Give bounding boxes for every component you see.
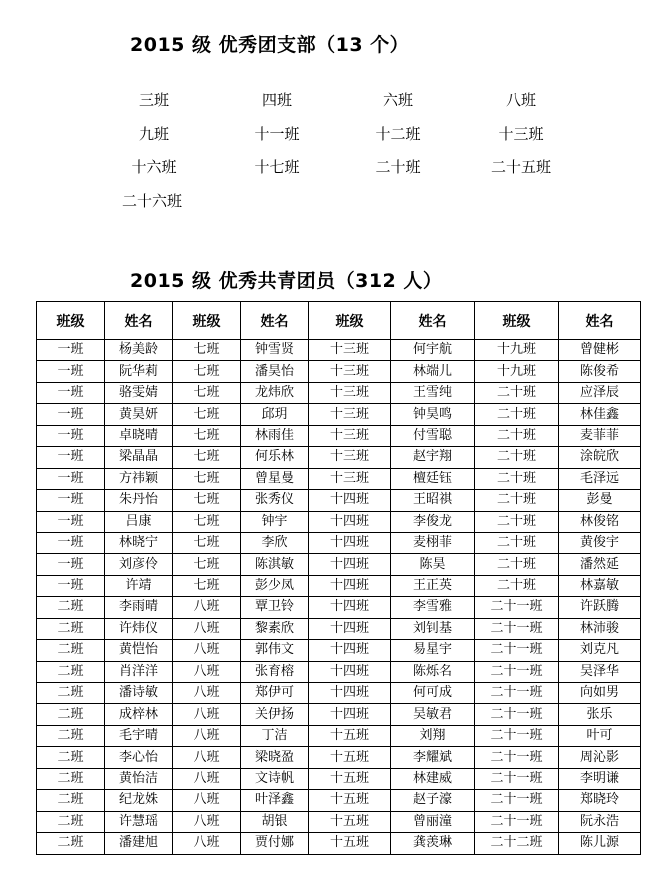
name-cell: 潘然延 <box>559 554 641 575</box>
name-cell: 郭伟文 <box>241 640 309 661</box>
members-table <box>36 301 641 855</box>
header-name: 姓名 <box>559 302 641 340</box>
table-row <box>37 404 641 425</box>
table-row <box>37 382 641 403</box>
name-cell: 刘彦伶 <box>105 554 173 575</box>
name-cell: 刘克凡 <box>559 640 641 661</box>
name-cell: 许慧瑶 <box>105 811 173 832</box>
class-cell: 二十一班 <box>475 790 559 811</box>
name-cell: 丁洁 <box>241 725 309 746</box>
name-cell: 吕康 <box>105 511 173 532</box>
class-cell: 二班 <box>37 790 105 811</box>
class-cell: 二十一班 <box>475 683 559 704</box>
name-cell: 李耀斌 <box>391 747 475 768</box>
class-cell: 二十班 <box>475 447 559 468</box>
class-cell: 十四班 <box>309 575 391 596</box>
table-row <box>37 597 641 618</box>
class-cell: 十四班 <box>309 490 391 511</box>
name-cell: 梁晓盈 <box>241 747 309 768</box>
class-cell: 十三班 <box>309 361 391 382</box>
name-cell: 何乐林 <box>241 447 309 468</box>
table-row <box>37 425 641 446</box>
name-cell: 李雨晴 <box>105 597 173 618</box>
name-cell: 阮华莉 <box>105 361 173 382</box>
name-cell: 向如男 <box>559 683 641 704</box>
header-class: 班级 <box>475 302 559 340</box>
class-cell: 一班 <box>37 575 105 596</box>
class-cell: 二班 <box>37 618 105 639</box>
name-cell: 王昭祺 <box>391 490 475 511</box>
class-cell: 一班 <box>37 490 105 511</box>
class-cell: 八班 <box>173 704 241 725</box>
class-cell: 十四班 <box>309 640 391 661</box>
class-cell: 一班 <box>37 361 105 382</box>
class-cell: 二班 <box>37 683 105 704</box>
class-cell: 八班 <box>173 725 241 746</box>
name-cell: 关伊扬 <box>241 704 309 725</box>
table-row <box>37 661 641 682</box>
branch-item: 八班 <box>505 91 536 109</box>
name-cell: 王正英 <box>391 575 475 596</box>
branch-item: 二十六班 <box>121 191 182 210</box>
class-cell: 十三班 <box>309 340 391 361</box>
name-cell: 付雪聪 <box>391 425 475 446</box>
class-cell: 二班 <box>37 725 105 746</box>
class-cell: 一班 <box>37 511 105 532</box>
name-cell: 邱玥 <box>241 404 309 425</box>
name-cell: 林雨佳 <box>241 425 309 446</box>
name-cell: 何可成 <box>391 683 475 704</box>
name-cell: 檀廷钰 <box>391 468 475 489</box>
name-cell: 潘诗敏 <box>105 683 173 704</box>
class-cell: 二十班 <box>475 532 559 553</box>
table-row <box>37 340 641 361</box>
name-cell: 阮永浩 <box>559 811 641 832</box>
branch-item: 三班 <box>138 91 169 109</box>
class-cell: 八班 <box>173 683 241 704</box>
name-cell: 何宇航 <box>391 340 475 361</box>
branch-item: 九班 <box>138 124 169 143</box>
class-cell: 十五班 <box>309 725 391 746</box>
class-cell: 十五班 <box>309 811 391 832</box>
name-cell: 林俊铭 <box>559 511 641 532</box>
members-title: 2015 级 优秀共青团员（312 人） <box>130 270 443 292</box>
name-cell: 杨美龄 <box>105 340 173 361</box>
class-cell: 十四班 <box>309 704 391 725</box>
table-row <box>37 790 641 811</box>
table-row <box>37 490 641 511</box>
class-cell: 一班 <box>37 404 105 425</box>
class-cell: 八班 <box>173 597 241 618</box>
class-cell: 八班 <box>173 833 241 854</box>
name-cell: 毛泽远 <box>559 468 641 489</box>
name-cell: 林端儿 <box>391 361 475 382</box>
name-cell: 陈儿源 <box>559 833 641 854</box>
branch-row <box>0 189 669 223</box>
name-cell: 吴泽华 <box>559 661 641 682</box>
name-cell: 钟昊鸣 <box>391 404 475 425</box>
branch-row <box>0 122 669 156</box>
name-cell: 卓晓晴 <box>105 425 173 446</box>
branch-item: 十一班 <box>254 124 300 143</box>
name-cell: 涂皖欣 <box>559 447 641 468</box>
branch-item: 六班 <box>382 91 413 109</box>
class-cell: 七班 <box>173 532 241 553</box>
name-cell: 林晓宁 <box>105 532 173 553</box>
name-cell: 贾付娜 <box>241 833 309 854</box>
class-cell: 十九班 <box>475 361 559 382</box>
class-cell: 二十班 <box>475 404 559 425</box>
name-cell: 麦菲菲 <box>559 425 641 446</box>
name-cell: 潘昊怡 <box>241 361 309 382</box>
name-cell: 林沛骏 <box>559 618 641 639</box>
name-cell: 钟宇 <box>241 511 309 532</box>
name-cell: 陈淇敏 <box>241 554 309 575</box>
name-cell: 林嘉敏 <box>559 575 641 596</box>
class-cell: 十三班 <box>309 468 391 489</box>
name-cell: 黎素欣 <box>241 618 309 639</box>
class-cell: 十四班 <box>309 661 391 682</box>
table-row <box>37 554 641 575</box>
class-cell: 二十二班 <box>475 833 559 854</box>
name-cell: 刘钊基 <box>391 618 475 639</box>
name-cell: 许靖 <box>105 575 173 596</box>
name-cell: 周沁影 <box>559 747 641 768</box>
branch-item: 二十班 <box>375 158 421 176</box>
class-cell: 七班 <box>173 575 241 596</box>
name-cell: 曾丽潼 <box>391 811 475 832</box>
class-cell: 十三班 <box>309 425 391 446</box>
class-cell: 一班 <box>37 554 105 575</box>
class-cell: 二十班 <box>475 511 559 532</box>
name-cell: 应泽辰 <box>559 382 641 403</box>
table-row <box>37 704 641 725</box>
name-cell: 龚羡琳 <box>391 833 475 854</box>
class-cell: 二十班 <box>475 382 559 403</box>
branch-item: 二十五班 <box>490 158 551 176</box>
name-cell: 黄恺怡 <box>105 640 173 661</box>
name-cell: 覃卫铃 <box>241 597 309 618</box>
name-cell: 纪龙姝 <box>105 790 173 811</box>
header-name: 姓名 <box>105 302 173 340</box>
name-cell: 许炜仪 <box>105 618 173 639</box>
name-cell: 易星宇 <box>391 640 475 661</box>
name-cell: 方祎颖 <box>105 468 173 489</box>
name-cell: 张乐 <box>559 704 641 725</box>
name-cell: 林佳鑫 <box>559 404 641 425</box>
class-cell: 二十一班 <box>475 725 559 746</box>
class-cell: 七班 <box>173 382 241 403</box>
table-row <box>37 361 641 382</box>
table-row <box>37 532 641 553</box>
class-cell: 二十一班 <box>475 747 559 768</box>
class-cell: 十四班 <box>309 532 391 553</box>
table-row <box>37 747 641 768</box>
name-cell: 陈昊 <box>391 554 475 575</box>
name-cell: 李欣 <box>241 532 309 553</box>
header-class: 班级 <box>309 302 391 340</box>
name-cell: 李心怡 <box>105 747 173 768</box>
name-cell: 郑晓玲 <box>559 790 641 811</box>
class-cell: 一班 <box>37 468 105 489</box>
class-cell: 七班 <box>173 447 241 468</box>
table-row <box>37 833 641 854</box>
name-cell: 龙炜欣 <box>241 382 309 403</box>
table-row <box>37 511 641 532</box>
branch-item: 十七班 <box>254 158 300 176</box>
table-row <box>37 447 641 468</box>
table-row <box>37 468 641 489</box>
table-body <box>37 340 641 855</box>
branch-list <box>0 88 669 222</box>
class-cell: 二十班 <box>475 575 559 596</box>
name-cell: 刘翔 <box>391 725 475 746</box>
name-cell: 潘建旭 <box>105 833 173 854</box>
name-cell: 李雪雅 <box>391 597 475 618</box>
name-cell: 麦栩菲 <box>391 532 475 553</box>
header-name: 姓名 <box>241 302 309 340</box>
name-cell: 黄昊妍 <box>105 404 173 425</box>
class-cell: 十三班 <box>309 382 391 403</box>
class-cell: 二班 <box>37 597 105 618</box>
class-cell: 十四班 <box>309 597 391 618</box>
class-cell: 七班 <box>173 340 241 361</box>
class-cell: 七班 <box>173 490 241 511</box>
name-cell: 黄怡洁 <box>105 768 173 789</box>
class-cell: 一班 <box>37 447 105 468</box>
class-cell: 二十一班 <box>475 618 559 639</box>
branch-row <box>0 155 669 189</box>
name-cell: 文诗帆 <box>241 768 309 789</box>
class-cell: 一班 <box>37 340 105 361</box>
branch-item: 十六班 <box>131 158 177 176</box>
class-cell: 二班 <box>37 747 105 768</box>
class-cell: 七班 <box>173 468 241 489</box>
table-row <box>37 618 641 639</box>
class-cell: 二班 <box>37 704 105 725</box>
table-row <box>37 575 641 596</box>
name-cell: 李明谦 <box>559 768 641 789</box>
class-cell: 二十一班 <box>475 640 559 661</box>
class-cell: 二班 <box>37 768 105 789</box>
class-cell: 一班 <box>37 382 105 403</box>
class-cell: 二十班 <box>475 468 559 489</box>
class-cell: 十四班 <box>309 511 391 532</box>
class-cell: 八班 <box>173 790 241 811</box>
class-cell: 十五班 <box>309 833 391 854</box>
header-name: 姓名 <box>391 302 475 340</box>
class-cell: 二十班 <box>475 554 559 575</box>
class-cell: 二十班 <box>475 425 559 446</box>
class-cell: 二班 <box>37 661 105 682</box>
class-cell: 八班 <box>173 811 241 832</box>
table-row <box>37 811 641 832</box>
branch-item: 四班 <box>261 91 292 109</box>
header-class: 班级 <box>173 302 241 340</box>
class-cell: 二十一班 <box>475 811 559 832</box>
branch-item: 十二班 <box>375 124 421 143</box>
name-cell: 叶泽鑫 <box>241 790 309 811</box>
name-cell: 毛宇晴 <box>105 725 173 746</box>
class-cell: 二班 <box>37 640 105 661</box>
name-cell: 赵宇翔 <box>391 447 475 468</box>
class-cell: 八班 <box>173 768 241 789</box>
class-cell: 二十一班 <box>475 768 559 789</box>
name-cell: 吴敏君 <box>391 704 475 725</box>
class-cell: 二十一班 <box>475 661 559 682</box>
name-cell: 肖洋洋 <box>105 661 173 682</box>
name-cell: 陈俊希 <box>559 361 641 382</box>
class-cell: 七班 <box>173 404 241 425</box>
class-cell: 十五班 <box>309 768 391 789</box>
name-cell: 李俊龙 <box>391 511 475 532</box>
name-cell: 陈烁名 <box>391 661 475 682</box>
class-cell: 十四班 <box>309 618 391 639</box>
table-row <box>37 640 641 661</box>
class-cell: 一班 <box>37 425 105 446</box>
class-cell: 八班 <box>173 640 241 661</box>
name-cell: 胡银 <box>241 811 309 832</box>
header-class: 班级 <box>37 302 105 340</box>
class-cell: 七班 <box>173 361 241 382</box>
name-cell: 成梓林 <box>105 704 173 725</box>
table-row <box>37 725 641 746</box>
branches-title: 2015 级 优秀团支部（13 个） <box>130 34 410 56</box>
name-cell: 彭少凤 <box>241 575 309 596</box>
class-cell: 二十班 <box>475 490 559 511</box>
class-cell: 七班 <box>173 554 241 575</box>
name-cell: 林建威 <box>391 768 475 789</box>
table-row <box>37 768 641 789</box>
class-cell: 十四班 <box>309 554 391 575</box>
name-cell: 赵子濠 <box>391 790 475 811</box>
class-cell: 十五班 <box>309 747 391 768</box>
table-row <box>37 683 641 704</box>
name-cell: 许跃腾 <box>559 597 641 618</box>
name-cell: 钟雪贤 <box>241 340 309 361</box>
class-cell: 十九班 <box>475 340 559 361</box>
class-cell: 十四班 <box>309 683 391 704</box>
name-cell: 张秀仪 <box>241 490 309 511</box>
name-cell: 张育榕 <box>241 661 309 682</box>
class-cell: 八班 <box>173 618 241 639</box>
name-cell: 朱丹怡 <box>105 490 173 511</box>
table-header-row <box>37 302 641 340</box>
class-cell: 十五班 <box>309 790 391 811</box>
class-cell: 十三班 <box>309 404 391 425</box>
class-cell: 十三班 <box>309 447 391 468</box>
name-cell: 叶可 <box>559 725 641 746</box>
class-cell: 二十一班 <box>475 597 559 618</box>
class-cell: 八班 <box>173 747 241 768</box>
class-cell: 二班 <box>37 811 105 832</box>
name-cell: 梁晶晶 <box>105 447 173 468</box>
class-cell: 七班 <box>173 425 241 446</box>
name-cell: 郑伊可 <box>241 683 309 704</box>
class-cell: 二班 <box>37 833 105 854</box>
class-cell: 七班 <box>173 511 241 532</box>
branch-row <box>0 88 669 122</box>
class-cell: 一班 <box>37 532 105 553</box>
name-cell: 骆雯婧 <box>105 382 173 403</box>
name-cell: 黄俊宇 <box>559 532 641 553</box>
class-cell: 八班 <box>173 661 241 682</box>
class-cell: 二十一班 <box>475 704 559 725</box>
branch-item: 十三班 <box>498 124 544 143</box>
name-cell: 王雪纯 <box>391 382 475 403</box>
name-cell: 彭曼 <box>559 490 641 511</box>
name-cell: 曾健彬 <box>559 340 641 361</box>
name-cell: 曾星曼 <box>241 468 309 489</box>
